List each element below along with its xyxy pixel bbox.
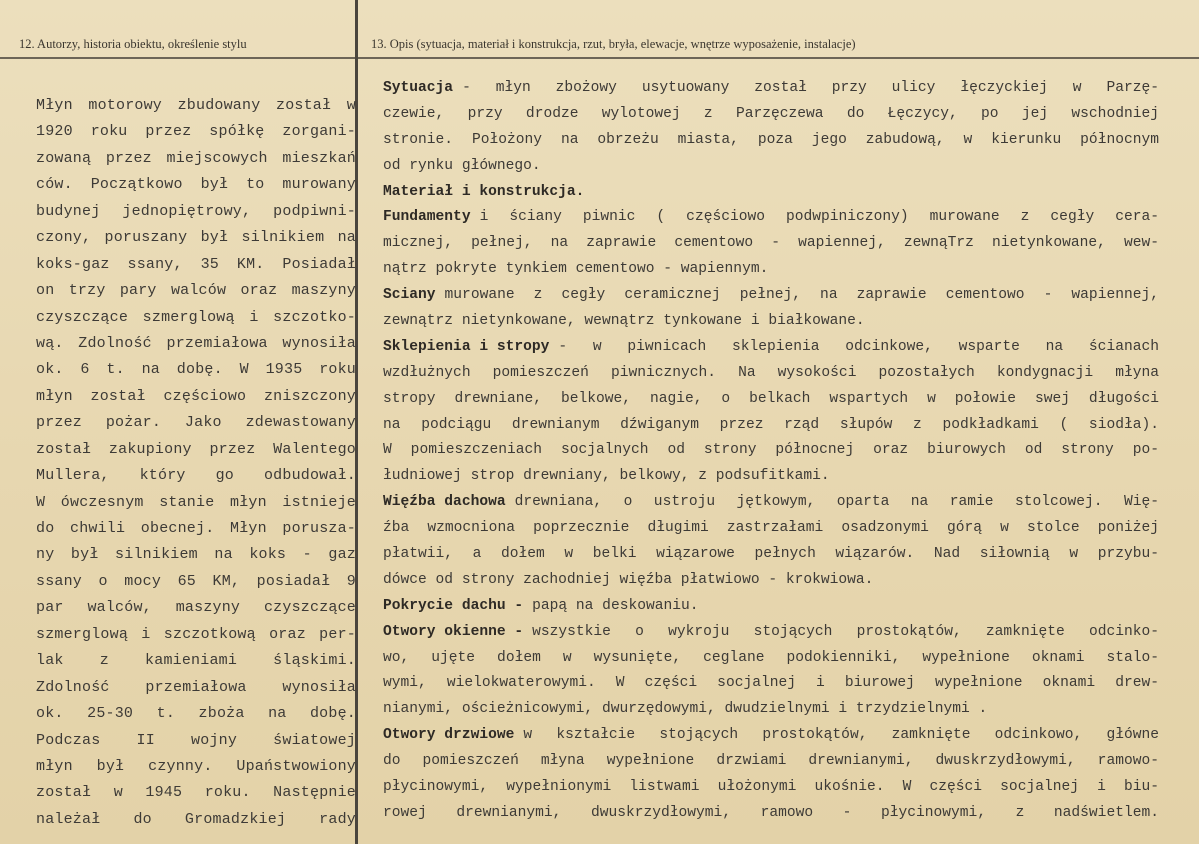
description-line: [383, 309, 1159, 335]
description-line-text: - w piwnicach sklepienia odcinkowe, wsparte na ścianach: [558, 338, 1159, 355]
description-line: [383, 180, 1159, 206]
description-text-column: [383, 76, 1159, 827]
history-line: koks-gaz ssany, 35 KM. Posiadał: [36, 255, 356, 273]
history-line: lak z kamieniami śląskimi.: [36, 652, 356, 670]
description-line: [383, 102, 1159, 128]
history-line: 1920 roku przez spółkę zorgani-: [36, 123, 356, 141]
description-line-label: Fundamenty: [383, 209, 471, 226]
history-text-column: [36, 93, 356, 833]
description-line-label: Pokrycie dachu -: [383, 597, 524, 614]
description-line-text: nianymi, ościeżnicowymi, dwurzędowymi, dwudzielnymi i trzydzielnymi .: [383, 701, 988, 718]
description-line-text: płatwii, a dołem w belki wiązarowe pełnych wiązarów. Nad siłownią w przybu-: [383, 546, 1159, 563]
description-line: [383, 490, 1159, 516]
description-line: [383, 723, 1159, 749]
description-line-label: Sciany: [383, 287, 436, 304]
description-line-text: nątrz pokryte tynkiem cementowo - wapiennym.: [383, 261, 769, 278]
description-line: [383, 76, 1159, 102]
description-line-label: Sklepienia i stropy: [383, 338, 550, 355]
description-line-label: Otwory okienne -: [383, 623, 524, 640]
history-line: W ówczesnym stanie młyn istnieje: [36, 493, 356, 511]
history-line: ny był silnikiem na koks - gaz: [36, 546, 356, 564]
description-line-text: - młyn zbożowy usytuowany został przy ulicy łęczyckiej w Parzę-: [462, 80, 1159, 96]
history-line: przez pożar. Jako zdewastowany: [36, 414, 356, 432]
description-line-text: micznej, pełnej, na zaprawie cementowo - wapiennej, zewnąTrz nietynkowane, wew-: [383, 235, 1159, 252]
history-line: Mullera, który go odbudował.: [36, 467, 356, 485]
description-line: [383, 205, 1159, 231]
description-line-text: i ściany piwnic ( częściowo podwpiniczony) murowane z cegły cera-: [479, 209, 1159, 226]
description-line-text: drewniana, o ustroju jętkowym, oparta na ramie stolcowej. Wię-: [514, 494, 1159, 511]
description-line-text: czewie, przy drodze wylotowej z Parzęczewa do Łęczycy, po jej wschodniej: [383, 105, 1159, 122]
description-line-text: W pomieszczeniach socjalnych od strony północnej oraz biurowych od strony po-: [383, 442, 1159, 459]
description-line: [383, 438, 1159, 464]
description-line: [383, 568, 1159, 594]
description-line: [383, 361, 1159, 387]
history-line: wą. Zdolność przemiałowa wynosiła: [36, 334, 356, 352]
description-line-text: źba wzmocniona poprzecznie długimi zastrzałami osadzonymi górą w stolce poniżej: [383, 520, 1159, 537]
description-line: [383, 620, 1159, 646]
history-line: budynej jednopiętrowy, podpiwni-: [36, 202, 356, 220]
description-line-text: stropy drewniane, belkowe, nagie, o belkach wspartych w połowie swej długości: [383, 390, 1159, 407]
description-line: [383, 464, 1159, 490]
description-line-text: wymi, wielokwaterowymi. W części socjalnej i biurowej wypełnione oknami drew-: [383, 675, 1159, 692]
history-line: młyn był czynny. Upaństwowiony: [36, 757, 356, 775]
history-line: ssany o mocy 65 KM, posiadał 9: [36, 572, 356, 590]
description-line-text: do pomieszczeń młyna wypełnione drzwiami drewnianymi, dwuskrzydłowymi, ramowo-: [383, 753, 1159, 770]
description-line: [383, 413, 1159, 439]
history-line: młyn został częściowo zniszczony: [36, 387, 356, 405]
history-line: czony, poruszany był silnikiem na: [36, 229, 356, 247]
history-line: należał do Gromadzkiej rady: [36, 810, 356, 828]
description-line-text: wo, ujęte dołem w wysunięte, ceglane podokienniki, wypełnione oknami stalo-: [383, 649, 1159, 666]
description-line: [383, 775, 1159, 801]
history-line: do chwili obecnej. Młyn porusza-: [36, 520, 356, 537]
description-line-text: płycinowymi, wypełnionymi listwami ułożonymi ukośnie. W części socjalnej i biu-: [383, 779, 1159, 796]
description-line: [383, 749, 1159, 775]
description-line: [383, 335, 1159, 361]
description-line-text: wszystkie o wykroju stojących prostokątów, zamknięte odcinko-: [532, 623, 1159, 640]
history-line: został zakupiony przez Walentego: [36, 440, 356, 458]
description-line-text: w kształcie stojących prostokątów, zamknięte odcinkowo, główne: [523, 727, 1159, 744]
history-line: Podczas II wojny światowej: [36, 731, 356, 749]
history-line: ok. 25-30 t. zboża na dobę.: [36, 705, 356, 723]
description-line: [383, 387, 1159, 413]
history-line: on trzy pary walców oraz maszyny: [36, 282, 356, 300]
history-line: par walców, maszyny czyszczące: [36, 599, 356, 617]
description-line-label: Materiał i konstrukcja.: [383, 183, 585, 200]
history-line: został w 1945 roku. Następnie: [36, 784, 356, 802]
description-line-text: papą na deskowaniu.: [532, 597, 699, 614]
description-line-text: zewnątrz nietynkowane, wewnątrz tynkowane i białkowane.: [383, 313, 865, 330]
history-line: Zdolność przemiałowa wynosiła: [36, 678, 356, 696]
history-line: ców. Początkowo był to murowany: [36, 176, 356, 194]
description-line: [383, 257, 1159, 283]
description-line: [383, 542, 1159, 568]
description-line: [383, 594, 1159, 620]
history-line: szmerglową i szczotkową oraz per-: [36, 625, 356, 643]
header-rule: [0, 57, 1199, 59]
description-line-text: stronie. Położony na obrzeżu miasta, poza jego zabudową, w kierunku północnym: [383, 131, 1159, 148]
description-line: [383, 231, 1159, 257]
description-line: [383, 283, 1159, 309]
description-line-text: wzdłużnych pomieszczeń piwnicznych. Na wysokości pozostałych kondygnacji młyna: [383, 364, 1159, 381]
description-line-text: na podciągu drewnianym dźwiganym przez rząd słupów z podkładkami ( siodła).: [383, 416, 1159, 433]
description-line-text: rowej drewnianymi, dwuskrzydłowymi, ramowo - płycinowymi, z nadświetlem.: [383, 804, 1159, 821]
description-line: [383, 646, 1159, 672]
description-line-text: od rynku głównego.: [383, 157, 541, 174]
description-line: [383, 671, 1159, 697]
description-line: [383, 697, 1159, 723]
description-line: [383, 516, 1159, 542]
description-line-label: Sytuacja: [383, 80, 454, 96]
history-section-header: 12. Autorzy, historia obiektu, określenie stylu: [19, 37, 247, 51]
description-line: [383, 801, 1159, 827]
history-line: zowaną przez miejscowych mieszkań: [36, 149, 356, 167]
description-line-label: Otwory drzwiowe: [383, 727, 515, 744]
history-line: ok. 6 t. na dobę. W 1935 roku: [36, 361, 356, 379]
description-line-text: dówce od strony zachodniej więźba płatwiowo - krokwiowa.: [383, 571, 874, 588]
history-line: Młyn motorowy zbudowany został w: [36, 97, 356, 114]
description-line-text: murowane z cegły ceramicznej pełnej, na zaprawie cementowo - wapiennej,: [444, 287, 1159, 304]
history-line: czyszczące szmerglową i szczotko-: [36, 308, 356, 326]
description-line: [383, 154, 1159, 180]
description-line: [383, 128, 1159, 154]
description-line-text: łudniowej strop drewniany, belkowy, z podsufitkami.: [383, 468, 830, 485]
description-section-header: 13. Opis (sytuacja, materiał i konstrukcja, rzut, bryła, elewacje, wnętrze wyposażenie, instalacje): [371, 37, 856, 51]
description-line-label: Więźba dachowa: [383, 494, 506, 511]
